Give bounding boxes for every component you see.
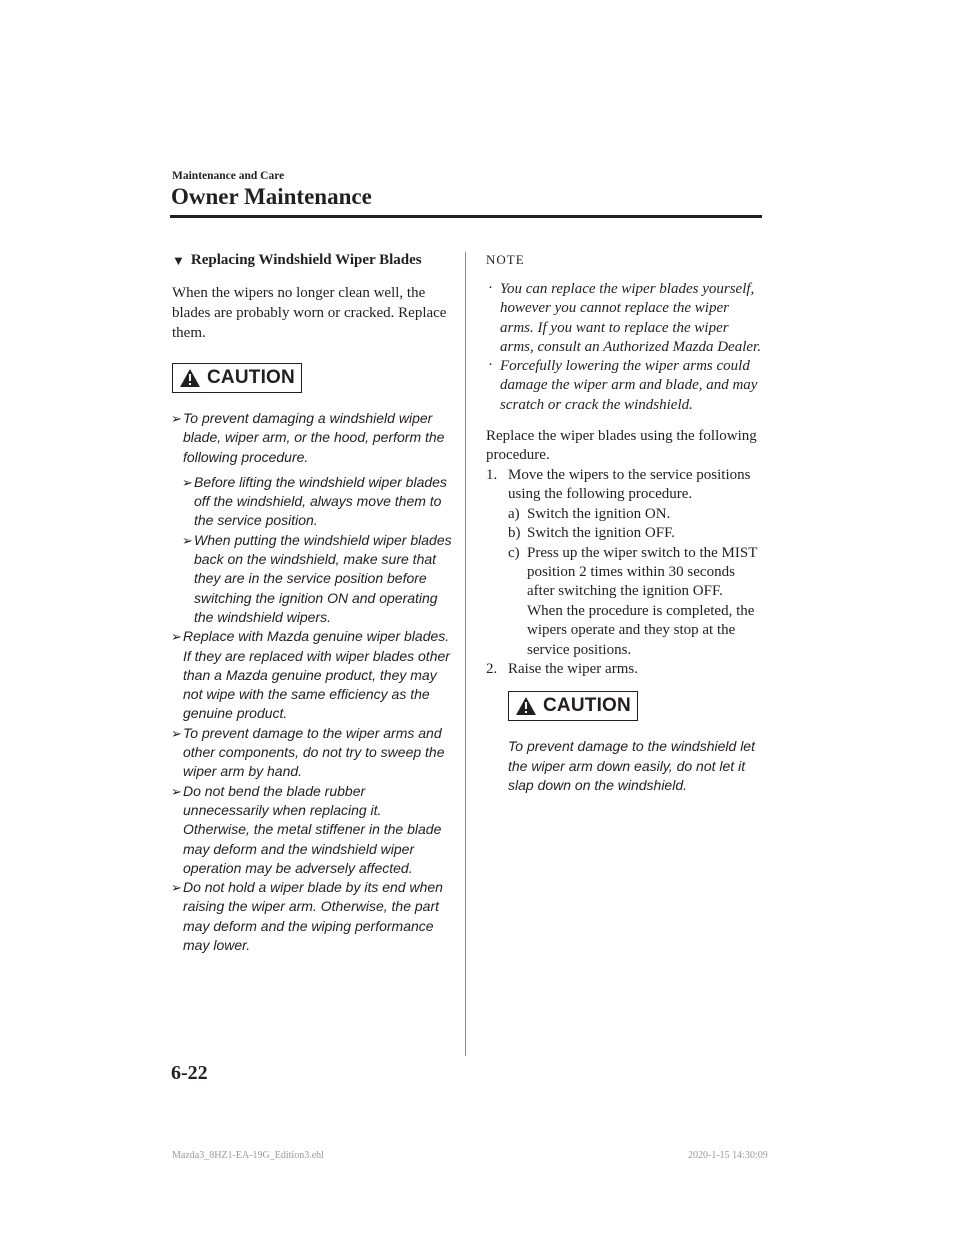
step-text: Move the wipers to the service positions using the following procedure. [508,466,751,503]
substep-letter: a) [508,505,520,522]
caution-sub-item-text: When putting the windshield wiper blades back on the windshield, make sure that they are in the service position before switching the ignition ON and operating the windshield wipers. [194,531,452,625]
dot-bullet-icon: · [488,280,493,296]
caution-item-text: To prevent damaging a windshield wiper blade, wiper arm, or the hood, perform the following procedure. [183,410,445,465]
caution-badge [172,363,302,393]
right-column [486,252,766,795]
substep-text: Switch the ignition OFF. [527,525,675,542]
caution-item-text: Do not bend the blade rubber unnecessarily when replacing it. Otherwise, the metal stiffener in the blade may deform and the windshield wiper operation may be adversely affected. [183,782,442,876]
column-divider [465,252,466,1056]
dot-bullet-icon: · [488,357,493,374]
step-number: 1. [486,466,498,483]
page-number: 6-22 [171,1062,208,1084]
caution-item-text: Do not hold a wiper blade by its end when raising the wiper arm. Otherwise, the part may deform and the wiping performance may lower. [183,879,443,954]
step-number: 2. [486,660,498,677]
substep-item [508,544,766,660]
caution-item [172,724,452,782]
footer-file-name: Mazda3_8HZ1-EA-19G_Edition3.ehl [172,1150,324,1161]
substep-letter: c) [508,544,520,561]
caution-item [172,878,452,955]
warning-triangle-icon [515,696,537,716]
note-label: NOTE [486,252,525,267]
intro-paragraph: When the wipers no longer clean well, the blades are probably worn or cracked. Replace them. [172,285,447,341]
note-item-text: Forcefully lowering the wiper arms could damage the wiper arm and blade, and may scratch or crack the windshield. [500,358,758,413]
subsection-heading-text: Replacing Windshield Wiper Blades [190,252,422,268]
arrow-bullet-icon: ➢ [171,411,182,426]
arrow-bullet-icon: ➢ [182,474,193,490]
caution-sub-item-text: Before lifting the windshield wiper blades off the windshield, always move them to the service position. [194,473,447,529]
footer-timestamp: 2020-1-15 14:30:09 [688,1150,768,1161]
caution-item [172,782,452,878]
caution-text: To prevent damage to the windshield let the wiper arm down easily, do not let it slap down on the windshield. [508,738,755,793]
caution-sub-item [183,531,452,627]
page-title: Owner Maintenance [171,184,372,209]
substep-result: When the procedure is completed, the wipers operate and they stop at the service positions. [527,602,755,658]
step-item [486,660,766,679]
caution-label: CAUTION [543,695,631,717]
arrow-bullet-icon: ➢ [171,783,182,799]
arrow-bullet-icon: ➢ [171,880,182,896]
warning-triangle-icon [179,368,201,388]
triangle-down-icon: ▼ [172,252,185,268]
section-label: Maintenance and Care [172,170,285,182]
caution-item [172,409,452,627]
arrow-bullet-icon: ➢ [171,629,182,645]
arrow-bullet-icon: ➢ [182,532,193,548]
caution-badge [508,691,638,721]
note-item [486,357,766,415]
caution-item-text: To prevent damage to the wiper arms and other components, do not try to sweep the wiper arm by hand. [183,724,445,780]
substep-text: Press up the wiper switch to the MIST position 2 times within 30 seconds after switching the ignition OFF. [527,544,758,600]
caution-label: CAUTION [207,367,295,388]
substep-letter: b) [508,525,521,542]
header-rule [170,215,762,218]
caution-list [172,409,452,955]
caution-sub-item [183,473,452,531]
substep-text: Switch the ignition ON. [527,505,671,522]
substep-item [508,505,766,524]
note-list [486,280,766,415]
caution-item-text: Replace with Mazda genuine wiper blades. If they are replaced with wiper blades other than a Mazda genuine product, they may not wipe with the same efficiency as the genuine product. [183,628,450,722]
substeps [508,505,766,660]
subsection-heading [172,252,452,269]
substep-item [508,524,766,543]
procedure-steps [486,466,766,679]
step-text: Raise the wiper arms. [508,660,638,677]
procedure-intro: Replace the wiper blades using the following procedure. [486,428,757,464]
left-column [172,252,452,955]
note-item [486,280,766,357]
note-item-text: You can replace the wiper blades yourself, however you cannot replace the wiper arms. If you want to replace the wiper arms, consult an Authorized Mazda Dealer. [500,281,761,355]
caution-item [172,627,452,723]
step-item [486,466,766,660]
arrow-bullet-icon: ➢ [171,725,182,741]
caution-sub-list [183,473,452,627]
